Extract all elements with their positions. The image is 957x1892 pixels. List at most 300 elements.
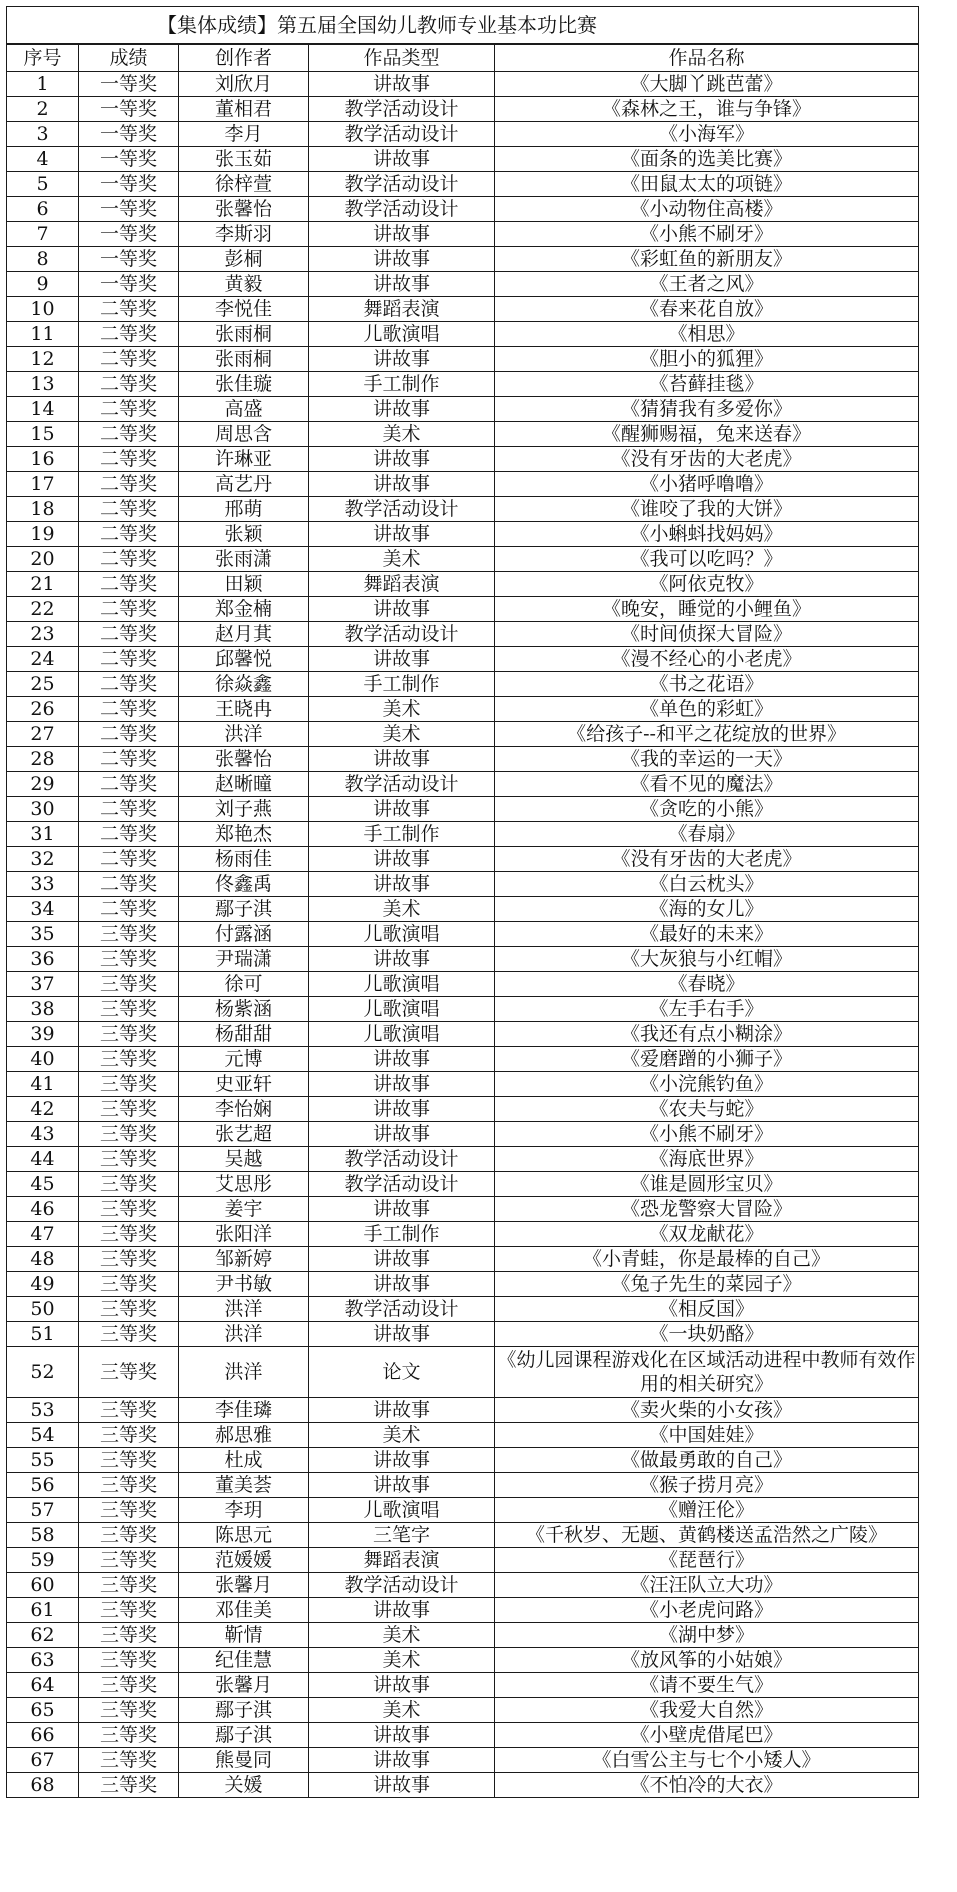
row-award: 二等奖 [79, 522, 179, 547]
row-index: 63 [7, 1648, 79, 1673]
row-author: 杨甜甜 [179, 1022, 309, 1047]
row-category: 讲故事 [309, 747, 495, 772]
table-row [7, 1147, 919, 1172]
row-index: 18 [7, 497, 79, 522]
row-award: 二等奖 [79, 572, 179, 597]
row-category: 教学活动设计 [309, 497, 495, 522]
row-index: 57 [7, 1498, 79, 1523]
row-category: 美术 [309, 722, 495, 747]
row-index: 16 [7, 447, 79, 472]
row-author: 杨紫涵 [179, 997, 309, 1022]
table-row [7, 422, 919, 447]
row-index: 66 [7, 1723, 79, 1748]
table-row [7, 1247, 919, 1272]
row-index: 8 [7, 247, 79, 272]
row-work-title: 《贪吃的小熊》 [495, 797, 919, 822]
table-row [7, 797, 919, 822]
row-award: 二等奖 [79, 697, 179, 722]
row-category: 讲故事 [309, 522, 495, 547]
row-index: 12 [7, 347, 79, 372]
row-work-title: 《阿依克牧》 [495, 572, 919, 597]
row-category: 讲故事 [309, 1448, 495, 1473]
row-work-title: 《卖火柴的小女孩》 [495, 1398, 919, 1423]
row-author: 董美荟 [179, 1473, 309, 1498]
row-work-title: 《漫不经心的小老虎》 [495, 647, 919, 672]
row-category: 手工制作 [309, 672, 495, 697]
row-category: 教学活动设计 [309, 97, 495, 122]
row-award: 一等奖 [79, 272, 179, 297]
row-index: 58 [7, 1523, 79, 1548]
row-work-title: 《海的女儿》 [495, 897, 919, 922]
row-index: 52 [7, 1347, 79, 1398]
row-award: 一等奖 [79, 172, 179, 197]
table-row [7, 597, 919, 622]
row-award: 二等奖 [79, 822, 179, 847]
row-award: 三等奖 [79, 1347, 179, 1398]
row-author: 邢萌 [179, 497, 309, 522]
table-header-row [7, 44, 919, 72]
row-award: 二等奖 [79, 597, 179, 622]
row-award: 三等奖 [79, 1648, 179, 1673]
row-author: 洪洋 [179, 1322, 309, 1347]
row-author: 王晓冉 [179, 697, 309, 722]
row-category: 讲故事 [309, 397, 495, 422]
row-award: 一等奖 [79, 222, 179, 247]
row-award: 一等奖 [79, 97, 179, 122]
row-author: 张玉茹 [179, 147, 309, 172]
row-index: 15 [7, 422, 79, 447]
table-row [7, 347, 919, 372]
row-work-title: 《醒狮赐福，兔来送春》 [495, 422, 919, 447]
table-row [7, 1598, 919, 1623]
row-author: 鄢子淇 [179, 1698, 309, 1723]
table-row [7, 522, 919, 547]
row-award: 一等奖 [79, 72, 179, 97]
row-work-title: 《胆小的狐狸》 [495, 347, 919, 372]
row-work-title: 《小老虎问路》 [495, 1598, 919, 1623]
row-work-title: 《春来花自放》 [495, 297, 919, 322]
row-author: 张雨桐 [179, 322, 309, 347]
row-index: 35 [7, 922, 79, 947]
row-author: 鄢子淇 [179, 897, 309, 922]
row-award: 二等奖 [79, 372, 179, 397]
row-category: 讲故事 [309, 1247, 495, 1272]
row-author: 张雨桐 [179, 347, 309, 372]
row-work-title: 《晚安，睡觉的小鲤鱼》 [495, 597, 919, 622]
row-work-title: 《时间侦探大冒险》 [495, 622, 919, 647]
table-row [7, 222, 919, 247]
row-author: 佟鑫禹 [179, 872, 309, 897]
table-row [7, 322, 919, 347]
row-award: 三等奖 [79, 1448, 179, 1473]
row-award: 三等奖 [79, 1398, 179, 1423]
row-award: 二等奖 [79, 872, 179, 897]
row-category: 教学活动设计 [309, 622, 495, 647]
row-author: 关媛 [179, 1773, 309, 1798]
row-author: 洪洋 [179, 1347, 309, 1398]
row-award: 二等奖 [79, 497, 179, 522]
table-row [7, 1773, 919, 1798]
row-work-title: 《没有牙齿的大老虎》 [495, 447, 919, 472]
row-category: 讲故事 [309, 872, 495, 897]
row-author: 洪洋 [179, 1297, 309, 1322]
row-work-title: 《相思》 [495, 322, 919, 347]
row-author: 赵晰曈 [179, 772, 309, 797]
table-row [7, 872, 919, 897]
row-work-title: 《幼儿园课程游戏化在区域活动进程中教师有效作用的相关研究》 [495, 1347, 919, 1398]
row-category: 教学活动设计 [309, 772, 495, 797]
table-row [7, 1297, 919, 1322]
table-row [7, 1648, 919, 1673]
row-index: 29 [7, 772, 79, 797]
table-row [7, 772, 919, 797]
row-index: 11 [7, 322, 79, 347]
row-author: 尹瑞潇 [179, 947, 309, 972]
header-category: 作品类型 [309, 44, 495, 72]
row-category: 教学活动设计 [309, 1147, 495, 1172]
row-award: 三等奖 [79, 1047, 179, 1072]
row-award: 一等奖 [79, 147, 179, 172]
row-category: 手工制作 [309, 822, 495, 847]
row-index: 39 [7, 1022, 79, 1047]
row-category: 舞蹈表演 [309, 1548, 495, 1573]
table-row [7, 1448, 919, 1473]
row-index: 13 [7, 372, 79, 397]
table-row [7, 1748, 919, 1773]
row-work-title: 《不怕冷的大衣》 [495, 1773, 919, 1798]
row-award: 三等奖 [79, 1723, 179, 1748]
row-award: 三等奖 [79, 1197, 179, 1222]
row-work-title: 《春扇》 [495, 822, 919, 847]
row-category: 讲故事 [309, 222, 495, 247]
row-category: 舞蹈表演 [309, 572, 495, 597]
row-author: 陈思元 [179, 1523, 309, 1548]
row-category: 讲故事 [309, 447, 495, 472]
row-author: 张佳璇 [179, 372, 309, 397]
table-row [7, 472, 919, 497]
row-index: 47 [7, 1222, 79, 1247]
row-award: 二等奖 [79, 447, 179, 472]
row-work-title: 《大灰狼与小红帽》 [495, 947, 919, 972]
row-award: 三等奖 [79, 972, 179, 997]
row-category: 讲故事 [309, 72, 495, 97]
table-row [7, 272, 919, 297]
row-award: 二等奖 [79, 797, 179, 822]
row-author: 郑金楠 [179, 597, 309, 622]
table-row [7, 97, 919, 122]
row-award: 二等奖 [79, 422, 179, 447]
table-row [7, 1097, 919, 1122]
row-index: 44 [7, 1147, 79, 1172]
row-author: 邹新婷 [179, 1247, 309, 1272]
row-category: 讲故事 [309, 1122, 495, 1147]
row-index: 51 [7, 1322, 79, 1347]
row-work-title: 《小熊不刷牙》 [495, 1122, 919, 1147]
row-author: 黄毅 [179, 272, 309, 297]
row-author: 张馨怡 [179, 197, 309, 222]
row-award: 二等奖 [79, 472, 179, 497]
row-category: 讲故事 [309, 1272, 495, 1297]
row-category: 讲故事 [309, 1748, 495, 1773]
row-index: 49 [7, 1272, 79, 1297]
row-work-title: 《我的幸运的一天》 [495, 747, 919, 772]
row-award: 二等奖 [79, 897, 179, 922]
row-work-title: 《放风筝的小姑娘》 [495, 1648, 919, 1673]
row-work-title: 《谁咬了我的大饼》 [495, 497, 919, 522]
row-category: 美术 [309, 1623, 495, 1648]
row-award: 三等奖 [79, 1322, 179, 1347]
row-category: 讲故事 [309, 347, 495, 372]
row-author: 鄢子淇 [179, 1723, 309, 1748]
header-award: 成绩 [79, 44, 179, 72]
results-table [6, 6, 919, 1798]
row-author: 靳情 [179, 1623, 309, 1648]
row-index: 38 [7, 997, 79, 1022]
row-author: 杨雨佳 [179, 847, 309, 872]
header-work-title: 作品名称 [495, 44, 919, 72]
row-award: 二等奖 [79, 722, 179, 747]
row-category: 教学活动设计 [309, 197, 495, 222]
row-author: 刘子燕 [179, 797, 309, 822]
row-author: 徐可 [179, 972, 309, 997]
row-index: 54 [7, 1423, 79, 1448]
row-award: 三等奖 [79, 1698, 179, 1723]
row-award: 三等奖 [79, 1222, 179, 1247]
row-category: 儿歌演唱 [309, 972, 495, 997]
table-title: 【集体成绩】第五届全国幼儿教师专业基本功比赛 [7, 7, 919, 45]
row-work-title: 《农夫与蛇》 [495, 1097, 919, 1122]
table-row [7, 897, 919, 922]
row-award: 三等奖 [79, 1473, 179, 1498]
row-award: 三等奖 [79, 1272, 179, 1297]
row-index: 28 [7, 747, 79, 772]
row-work-title: 《小壁虎借尾巴》 [495, 1723, 919, 1748]
row-work-title: 《彩虹鱼的新朋友》 [495, 247, 919, 272]
row-award: 三等奖 [79, 1247, 179, 1272]
row-work-title: 《小蝌蚪找妈妈》 [495, 522, 919, 547]
row-work-title: 《看不见的魔法》 [495, 772, 919, 797]
row-index: 53 [7, 1398, 79, 1423]
row-author: 张馨月 [179, 1673, 309, 1698]
row-award: 二等奖 [79, 297, 179, 322]
table-row [7, 1347, 919, 1398]
table-row [7, 622, 919, 647]
row-work-title: 《做最勇敢的自己》 [495, 1448, 919, 1473]
row-index: 46 [7, 1197, 79, 1222]
row-category: 讲故事 [309, 647, 495, 672]
row-author: 史亚轩 [179, 1072, 309, 1097]
table-row [7, 447, 919, 472]
row-award: 三等奖 [79, 1498, 179, 1523]
row-work-title: 《给孩子--和平之花绽放的世界》 [495, 722, 919, 747]
row-index: 45 [7, 1172, 79, 1197]
row-award: 二等奖 [79, 847, 179, 872]
row-category: 美术 [309, 697, 495, 722]
row-award: 三等奖 [79, 1598, 179, 1623]
row-work-title: 《春晓》 [495, 972, 919, 997]
table-row [7, 1623, 919, 1648]
table-row [7, 1498, 919, 1523]
row-index: 41 [7, 1072, 79, 1097]
row-award: 三等奖 [79, 1022, 179, 1047]
row-category: 讲故事 [309, 1723, 495, 1748]
row-work-title: 《赠汪伦》 [495, 1498, 919, 1523]
row-author: 邱馨悦 [179, 647, 309, 672]
row-award: 三等奖 [79, 1548, 179, 1573]
row-category: 美术 [309, 1648, 495, 1673]
row-index: 6 [7, 197, 79, 222]
row-work-title: 《左手右手》 [495, 997, 919, 1022]
row-author: 徐梓萱 [179, 172, 309, 197]
row-index: 19 [7, 522, 79, 547]
table-row [7, 1523, 919, 1548]
row-work-title: 《千秋岁、无题、黄鹤楼送孟浩然之广陵》 [495, 1523, 919, 1548]
row-author: 元博 [179, 1047, 309, 1072]
row-category: 美术 [309, 422, 495, 447]
row-index: 7 [7, 222, 79, 247]
row-author: 熊曼同 [179, 1748, 309, 1773]
row-award: 一等奖 [79, 197, 179, 222]
row-author: 周思含 [179, 422, 309, 447]
row-award: 二等奖 [79, 397, 179, 422]
row-index: 33 [7, 872, 79, 897]
row-category: 讲故事 [309, 1047, 495, 1072]
row-category: 儿歌演唱 [309, 1498, 495, 1523]
table-row [7, 172, 919, 197]
row-index: 56 [7, 1473, 79, 1498]
table-row [7, 1698, 919, 1723]
row-work-title: 《我爱大自然》 [495, 1698, 919, 1723]
row-index: 24 [7, 647, 79, 672]
row-work-title: 《兔子先生的菜园子》 [495, 1272, 919, 1297]
row-category: 讲故事 [309, 597, 495, 622]
row-category: 儿歌演唱 [309, 322, 495, 347]
row-index: 67 [7, 1748, 79, 1773]
row-author: 姜宇 [179, 1197, 309, 1222]
table-row [7, 922, 919, 947]
row-category: 讲故事 [309, 472, 495, 497]
table-row [7, 547, 919, 572]
table-row [7, 672, 919, 697]
row-category: 讲故事 [309, 847, 495, 872]
row-category: 讲故事 [309, 247, 495, 272]
row-index: 9 [7, 272, 79, 297]
row-work-title: 《中国娃娃》 [495, 1423, 919, 1448]
row-index: 61 [7, 1598, 79, 1623]
row-author: 张馨月 [179, 1573, 309, 1598]
row-index: 68 [7, 1773, 79, 1798]
row-index: 55 [7, 1448, 79, 1473]
row-index: 64 [7, 1673, 79, 1698]
row-author: 洪洋 [179, 722, 309, 747]
table-row [7, 247, 919, 272]
row-index: 43 [7, 1122, 79, 1147]
row-category: 讲故事 [309, 1197, 495, 1222]
row-category: 美术 [309, 1698, 495, 1723]
row-category: 讲故事 [309, 1598, 495, 1623]
row-index: 32 [7, 847, 79, 872]
row-work-title: 《相反国》 [495, 1297, 919, 1322]
table-row [7, 822, 919, 847]
row-award: 三等奖 [79, 997, 179, 1022]
results-sheet [6, 6, 918, 1798]
row-author: 杜成 [179, 1448, 309, 1473]
table-row [7, 697, 919, 722]
table-row [7, 1723, 919, 1748]
row-category: 教学活动设计 [309, 1297, 495, 1322]
row-author: 彭桐 [179, 247, 309, 272]
row-work-title: 《恐龙警察大冒险》 [495, 1197, 919, 1222]
row-category: 美术 [309, 1423, 495, 1448]
row-author: 张馨怡 [179, 747, 309, 772]
table-row [7, 647, 919, 672]
table-row [7, 1272, 919, 1297]
header-index: 序号 [7, 44, 79, 72]
row-index: 1 [7, 72, 79, 97]
row-award: 三等奖 [79, 947, 179, 972]
row-index: 60 [7, 1573, 79, 1598]
row-work-title: 《谁是圆形宝贝》 [495, 1172, 919, 1197]
row-author: 赵月萁 [179, 622, 309, 647]
table-row [7, 972, 919, 997]
table-row [7, 947, 919, 972]
header-author: 创作者 [179, 44, 309, 72]
row-author: 李佳璘 [179, 1398, 309, 1423]
table-row [7, 997, 919, 1022]
row-category: 讲故事 [309, 1322, 495, 1347]
row-category: 讲故事 [309, 1673, 495, 1698]
row-index: 26 [7, 697, 79, 722]
row-index: 20 [7, 547, 79, 572]
table-row [7, 847, 919, 872]
row-work-title: 《白雪公主与七个小矮人》 [495, 1748, 919, 1773]
table-row [7, 1548, 919, 1573]
table-row [7, 1047, 919, 1072]
row-category: 舞蹈表演 [309, 297, 495, 322]
row-award: 三等奖 [79, 1297, 179, 1322]
row-work-title: 《请不要生气》 [495, 1673, 919, 1698]
row-work-title: 《琵琶行》 [495, 1548, 919, 1573]
row-work-title: 《一块奶酪》 [495, 1322, 919, 1347]
row-work-title: 《海底世界》 [495, 1147, 919, 1172]
row-author: 董相君 [179, 97, 309, 122]
row-index: 37 [7, 972, 79, 997]
row-author: 李悦佳 [179, 297, 309, 322]
table-row [7, 572, 919, 597]
row-index: 2 [7, 97, 79, 122]
row-award: 一等奖 [79, 122, 179, 147]
row-category: 讲故事 [309, 1773, 495, 1798]
row-category: 讲故事 [309, 797, 495, 822]
row-author: 范媛媛 [179, 1548, 309, 1573]
row-index: 65 [7, 1698, 79, 1723]
row-work-title: 《小猪呼噜噜》 [495, 472, 919, 497]
row-work-title: 《汪汪队立大功》 [495, 1573, 919, 1598]
row-work-title: 《森林之王，谁与争锋》 [495, 97, 919, 122]
row-category: 美术 [309, 897, 495, 922]
row-category: 手工制作 [309, 1222, 495, 1247]
row-award: 二等奖 [79, 622, 179, 647]
row-author: 郑艳杰 [179, 822, 309, 847]
row-award: 三等奖 [79, 1673, 179, 1698]
table-row [7, 1122, 919, 1147]
row-work-title: 《小熊不刷牙》 [495, 222, 919, 247]
row-author: 艾思彤 [179, 1172, 309, 1197]
row-award: 二等奖 [79, 672, 179, 697]
row-work-title: 《我还有点小糊涂》 [495, 1022, 919, 1047]
row-author: 许琳亚 [179, 447, 309, 472]
row-author: 李月 [179, 122, 309, 147]
